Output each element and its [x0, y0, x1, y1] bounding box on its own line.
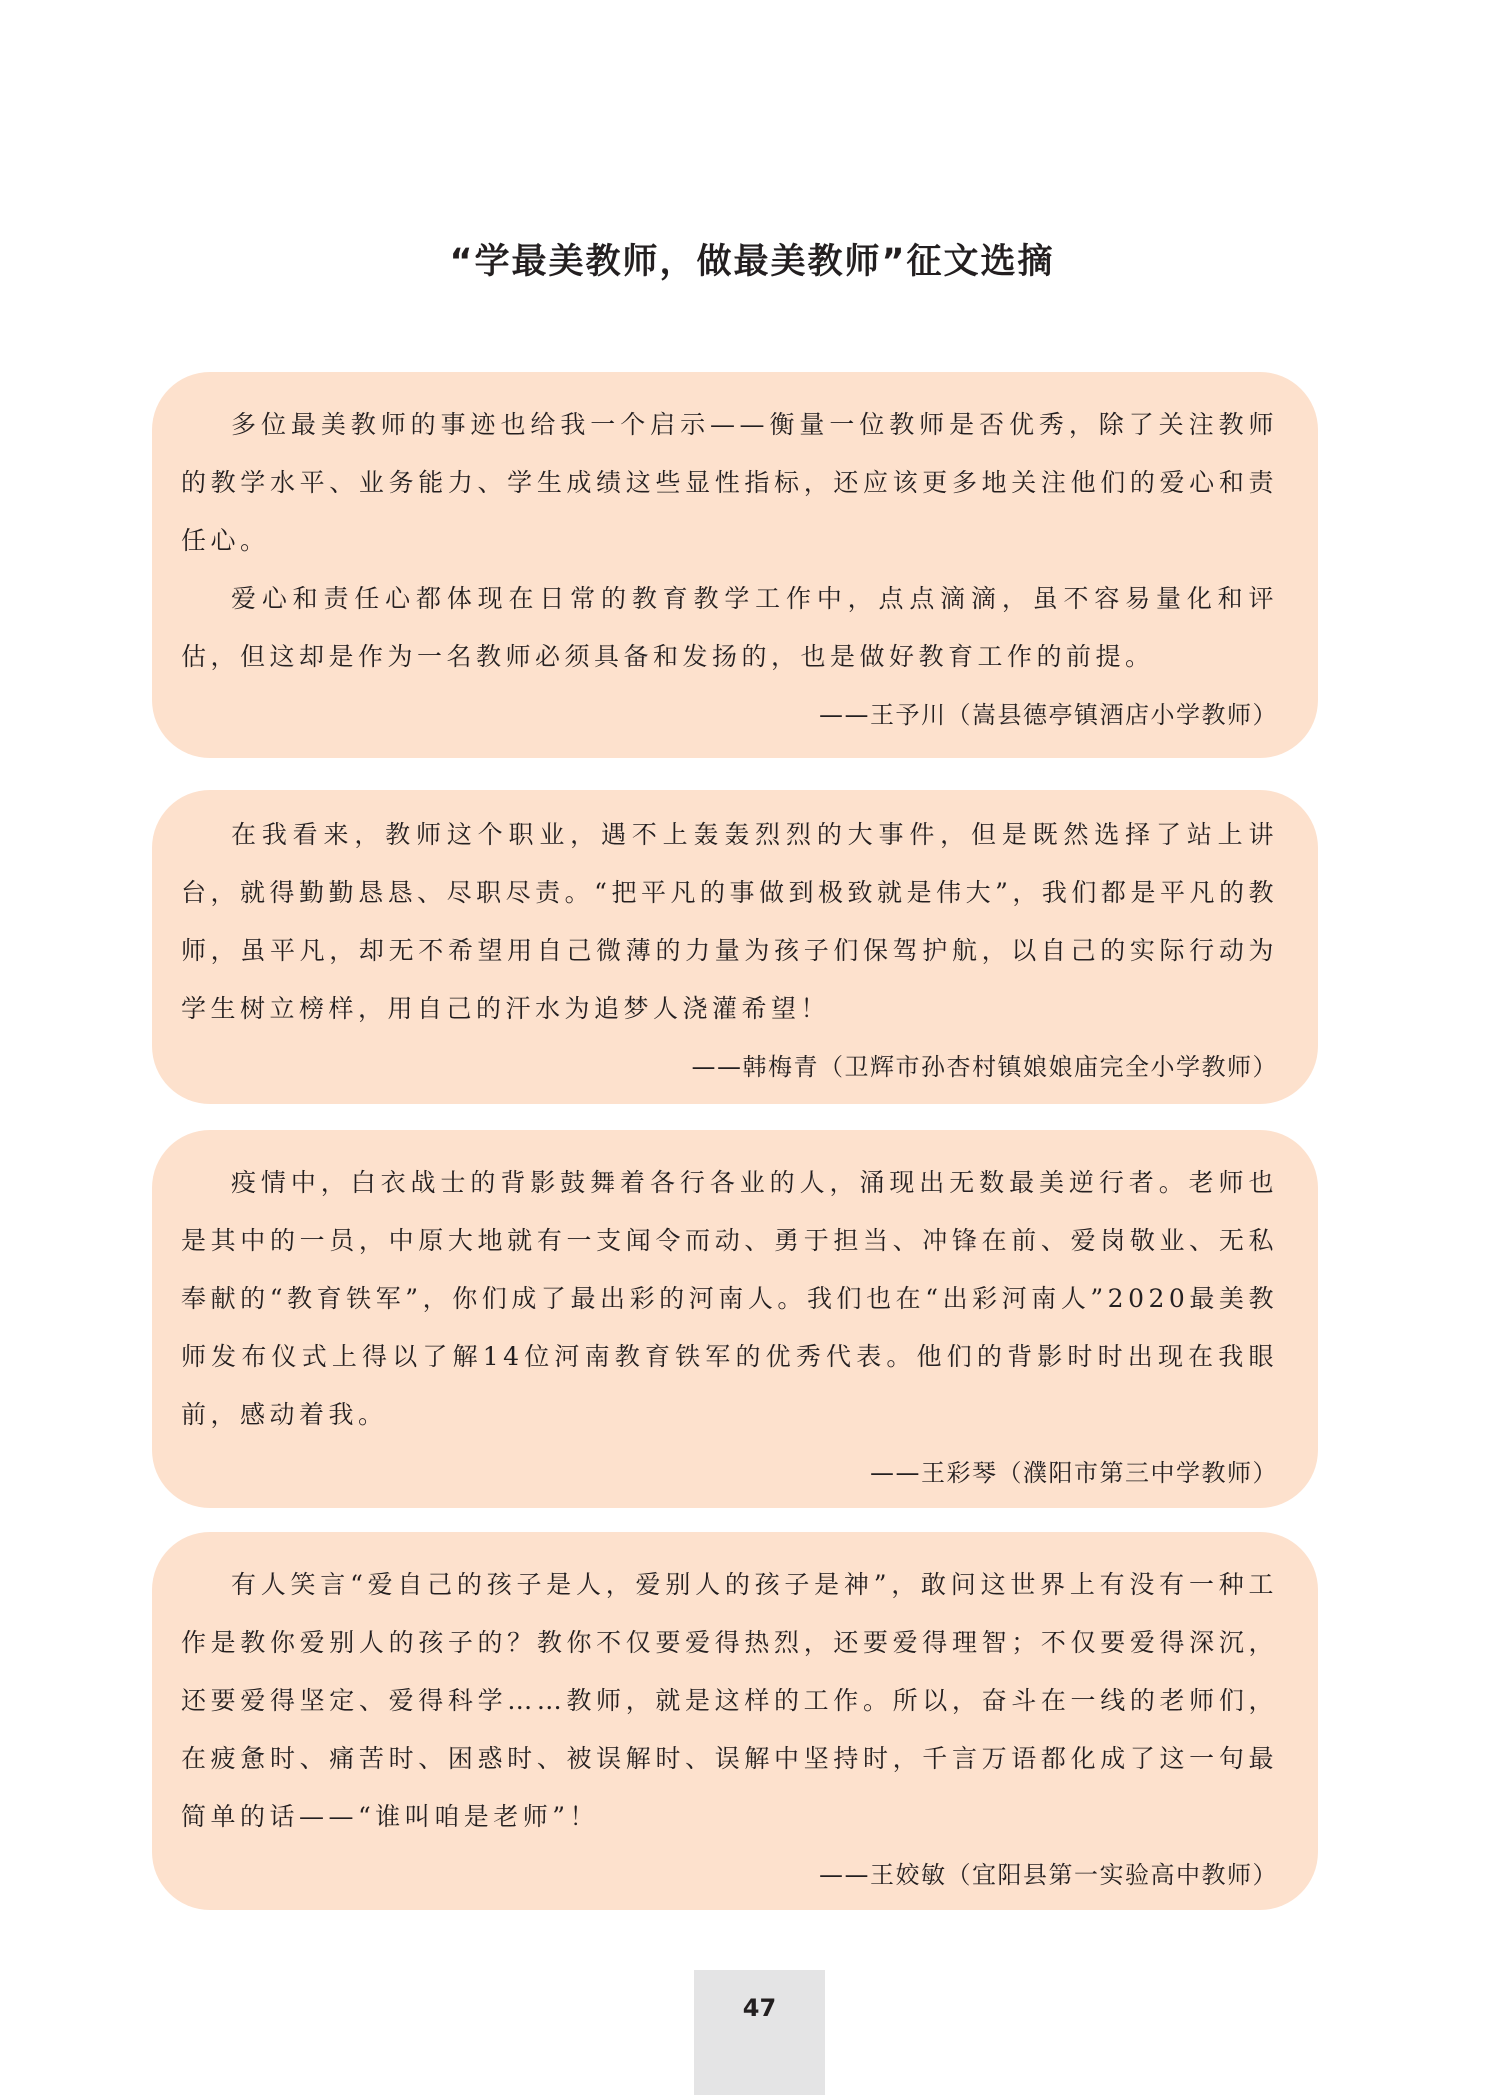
excerpt-paragraph: 多位最美教师的事迹也给我一个启示——衡量一位教师是否优秀，除了关注教师的教学水平、业务能力、学生成绩这些显性指标，还应该更多地关注他们的爱心和责任心。 [181, 410, 1278, 555]
excerpt-paragraph: 有人笑言“爱自己的孩子是人，爱别人的孩子是神”，敢问这世界上有没有一种工作是教你爱别人的孩子的？教你不仅要爱得热烈，还要爱得理智；不仅要爱得深沉，还要爱得坚定、爱得科学……教师，就是这样的工作。所以，奋斗在一线的老师们，在疲惫时、痛苦时、困惑时、被误解时、误解中坚持时，千言万语都化成了这一句最简单的话——“谁叫咱是老师”！ [181, 1570, 1278, 1831]
excerpt-author: ——王予川（嵩县德亭镇酒店小学教师） [819, 701, 1278, 729]
page-title: “学最美教师，做最美教师”征文选摘 [449, 242, 1055, 282]
excerpt-author: ——王姣敏（宜阳县第一实验高中教师） [819, 1861, 1278, 1889]
page-number: 47 [742, 1994, 777, 2022]
excerpt-author: ——王彩琴（濮阳市第三中学教师） [870, 1459, 1278, 1487]
essay-excerpt-card [152, 1130, 1318, 1508]
essay-excerpt-card [152, 372, 1318, 758]
page-number-tab [694, 1970, 825, 2095]
excerpt-paragraph: 爱心和责任心都体现在日常的教育教学工作中，点点滴滴，虽不容易量化和评估，但这却是作为一名教师必须具备和发扬的，也是做好教育工作的前提。 [181, 584, 1278, 671]
excerpt-paragraph: 在我看来，教师这个职业，遇不上轰轰烈烈的大事件，但是既然选择了站上讲台，就得勤勤恳恳、尽职尽责。“把平凡的事做到极致就是伟大”，我们都是平凡的教师，虽平凡，却无不希望用自己微薄的力量为孩子们保驾护航，以自己的实际行动为学生树立榜样，用自己的汗水为追梦人浇灌希望！ [181, 820, 1278, 1023]
essay-excerpt-card [152, 1532, 1318, 1910]
excerpt-author: ——韩梅青（卫辉市孙杏村镇娘娘庙完全小学教师） [691, 1053, 1278, 1081]
essay-excerpt-card [152, 790, 1318, 1104]
excerpt-paragraph: 疫情中，白衣战士的背影鼓舞着各行各业的人，涌现出无数最美逆行者。老师也是其中的一员，中原大地就有一支闻令而动、勇于担当、冲锋在前、爱岗敬业、无私奉献的“教育铁军”，你们成了最出彩的河南人。我们也在“出彩河南人”2020最美教师发布仪式上得以了解14位河南教育铁军的优秀代表。他们的背影时时出现在我眼前，感动着我。 [181, 1168, 1278, 1429]
